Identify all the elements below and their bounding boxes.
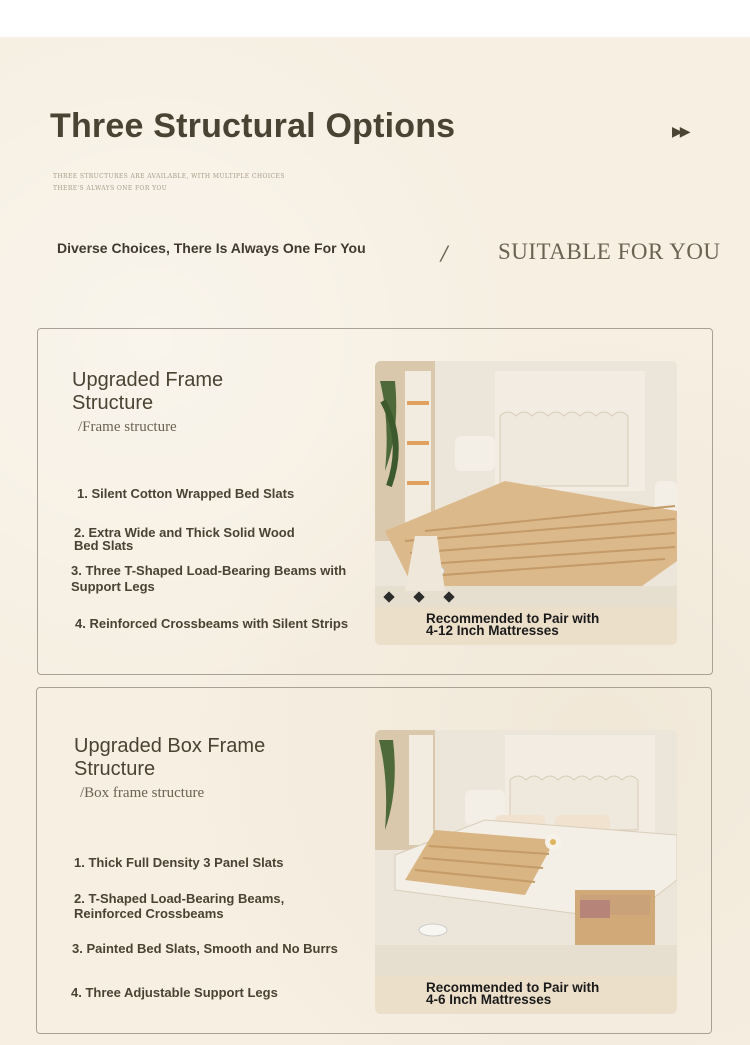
feature-item: 3. Three T-Shaped Load-Bearing Beams with <box>71 563 347 578</box>
caption-line-1: Recommended to Pair with <box>426 611 600 626</box>
fine-print-line-2: THERE'S ALWAYS ONE FOR YOU <box>53 185 168 192</box>
feature-item: 1. Silent Cotton Wrapped Bed Slats <box>77 486 295 501</box>
feature-item: 2. T-Shaped Load-Bearing Beams, <box>74 891 285 906</box>
feature-item: 2. Extra Wide and Thick Solid Wood <box>74 525 295 540</box>
box-frame-photo <box>375 730 677 1014</box>
option-title-line-2: Structure <box>72 392 154 414</box>
mattress-recommendation <box>375 976 677 1014</box>
caption-line-2: 4-12 Inch Mattresses <box>426 623 559 638</box>
mattress-recommendation <box>375 607 677 645</box>
caption-line-2: 4-6 Inch Mattresses <box>426 992 552 1007</box>
option-subtitle: /Frame structure <box>78 419 177 435</box>
forward-arrows-icon: ▶▶ <box>672 123 688 139</box>
caption-line-1: Recommended to Pair with <box>426 980 600 995</box>
bed-frame-illustration <box>375 361 677 645</box>
option-card-frame <box>37 328 713 675</box>
feature-item: 4. Reinforced Crossbeams with Silent Strips <box>75 616 349 631</box>
option-subtitle: /Box frame structure <box>80 785 205 801</box>
bed-frame-photo <box>375 361 677 645</box>
page-background <box>0 37 750 1045</box>
divider-slash: / <box>441 241 448 265</box>
option-title <box>74 735 334 781</box>
option-title-line-2: Structure <box>74 758 156 780</box>
fine-print-line-1: THREE STRUCTURES ARE AVAILABLE, WITH MULTIPLE CHOICES <box>53 173 285 180</box>
feature-item-continued: Bed Slats <box>74 538 134 553</box>
feature-item: 3. Painted Bed Slats, Smooth and No Burrs <box>72 941 338 956</box>
feature-item: 4. Three Adjustable Support Legs <box>71 985 278 1000</box>
suitable-heading: SUITABLE FOR YOU <box>498 239 721 264</box>
option-title <box>72 369 302 415</box>
option-card-box-frame <box>36 687 712 1034</box>
option-title-line-1: Upgraded Box Frame <box>74 735 266 757</box>
feature-item: 1. Thick Full Density 3 Panel Slats <box>74 855 284 870</box>
tagline: Diverse Choices, There Is Always One For You <box>57 240 366 256</box>
page-title: Three Structural Options <box>50 107 456 145</box>
feature-item-continued: Support Legs <box>71 579 155 594</box>
feature-item-continued: Reinforced Crossbeams <box>74 906 224 921</box>
option-title-line-1: Upgraded Frame <box>72 369 224 391</box>
box-frame-illustration <box>375 730 677 1014</box>
